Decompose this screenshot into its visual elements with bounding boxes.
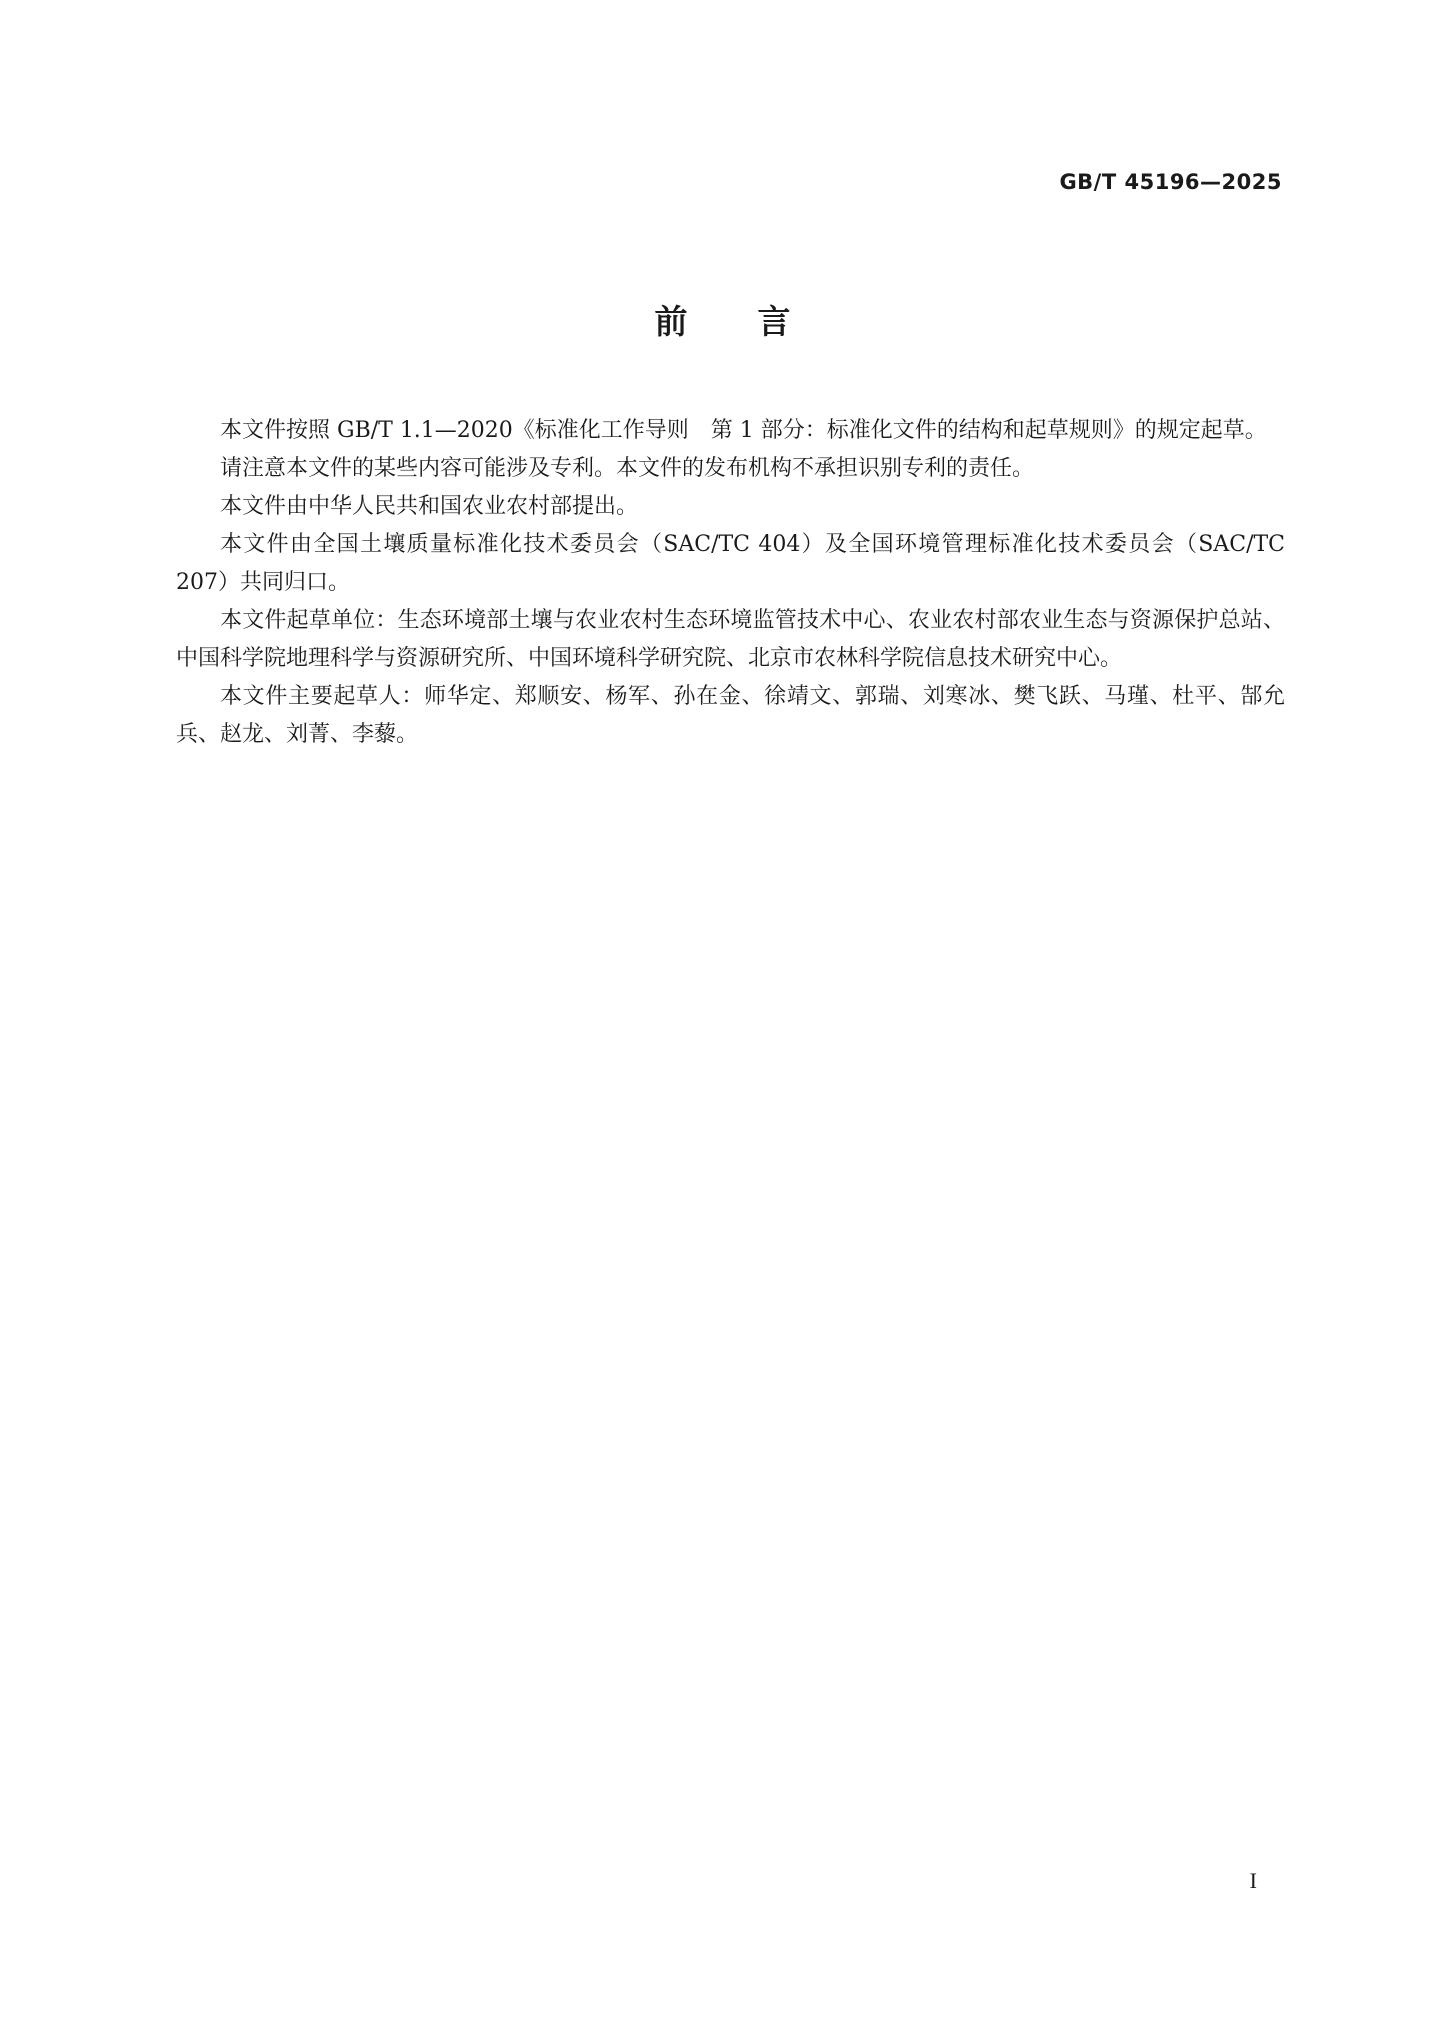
page-title: 前言 — [654, 302, 861, 341]
standard-code: GB/T 45196—2025 — [1059, 170, 1282, 194]
paragraph-committee: 本文件由全国土壤质量标准化技术委员会（SAC/TC 404）及全国环境管理标准化技术委员会（SAC/TC 207）共同归口。 — [176, 532, 1285, 595]
paragraph-drafting-rules: 本文件按照 GB/T 1.1—2020《标准化工作导则 第 1 部分：标准化文件的结构和起草规则》的规定起草。 — [220, 418, 1267, 443]
foreword-body — [176, 412, 1285, 754]
paragraph-proposer: 本文件由中华人民共和国农业农村部提出。 — [220, 494, 639, 519]
paragraph-drafters: 本文件主要起草人：师华定、郑顺安、杨军、孙在金、徐靖文、郭瑞、刘寒冰、樊飞跃、马瑾、杜平、郜允兵、赵龙、刘菁、李藜。 — [176, 684, 1285, 747]
paragraph-drafting-units: 本文件起草单位：生态环境部土壤与农业农村生态环境监管技术中心、农业农村部农业生态与资源保护总站、中国科学院地理科学与资源研究所、中国环境科学研究院、北京市农林科学院信息技术研究中心。 — [176, 608, 1285, 671]
paragraph-patent-notice: 请注意本文件的某些内容可能涉及专利。本文件的发布机构不承担识别专利的责任。 — [220, 456, 1035, 481]
page-number: I — [1249, 1868, 1257, 1893]
